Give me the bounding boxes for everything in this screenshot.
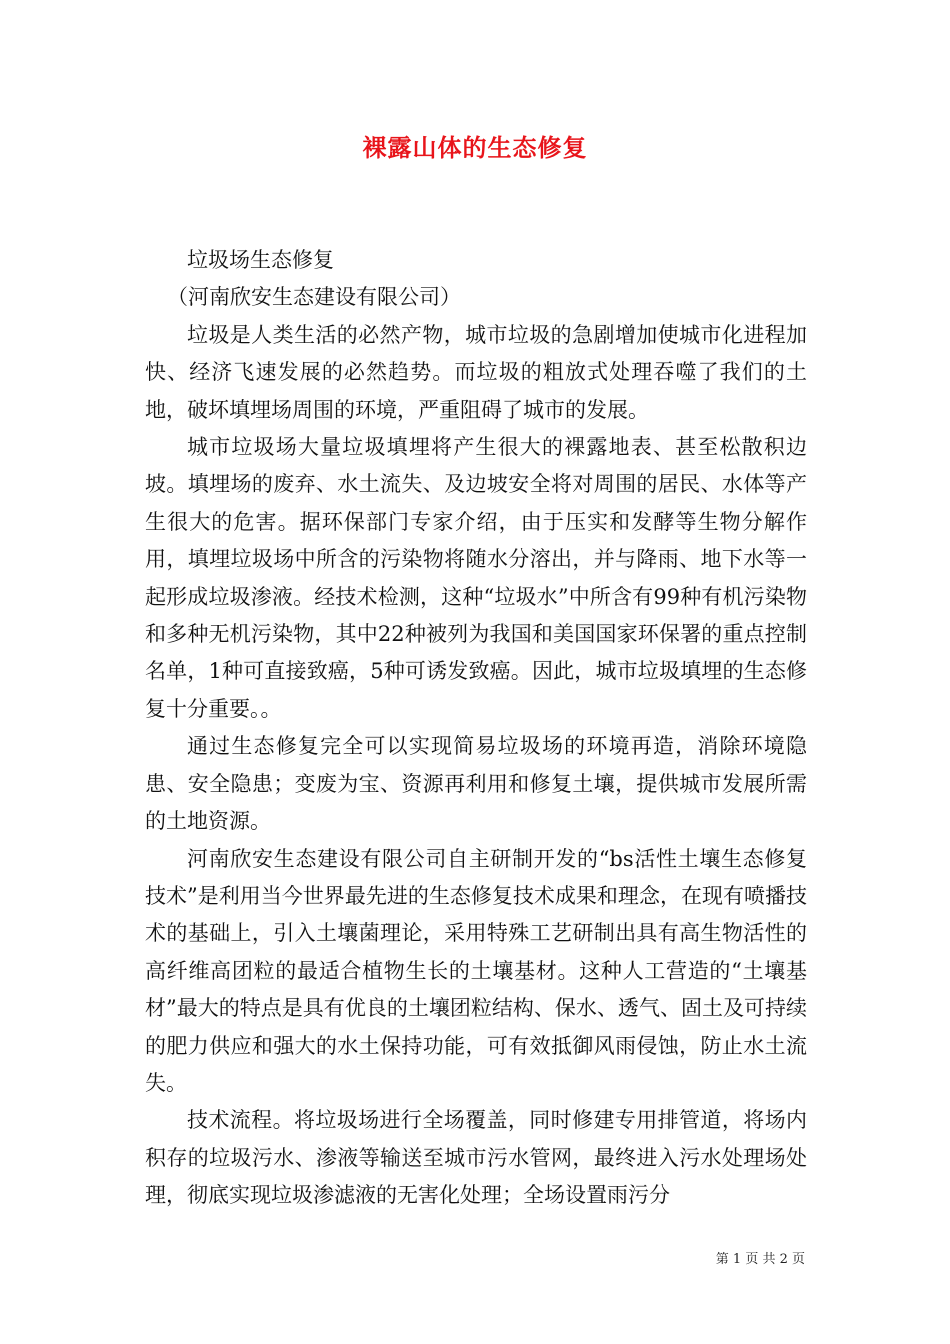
page-number: 第 1 页 共 2 页 <box>715 1252 805 1267</box>
section-subtitle: 垃圾场生态修复 <box>187 248 334 272</box>
paragraph: 通过生态修复完全可以实现简易垃圾场的环境再造，消除环境隐患、安全隐患；变废为宝、资源再利用和修复土壤，提供城市发展所需的土地资源。 <box>145 734 807 834</box>
paragraph: 技术流程。将垃圾场进行全场覆盖，同时修建专用排管道，将场内积存的垃圾污水、渗液等输送至城市污水管网，最终进入污水处理场处理，彻底实现垃圾渗滤液的无害化处理；全场设置雨污分 <box>145 1108 807 1208</box>
paragraph: 垃圾是人类生活的必然产物，城市垃圾的急剧增加使城市化进程加快、经济飞速发展的必然趋势。而垃圾的粗放式处理吞噬了我们的土地，破坏填埋场周围的环境，严重阻碍了城市的发展。 <box>145 322 807 422</box>
paragraph: 城市垃圾场大量垃圾填埋将产生很大的裸露地表、甚至松散积边坡。填埋场的废弃、水土流失、及边坡安全将对周围的居民、水体等产生很大的危害。据环保部门专家介绍，由于压实和发酵等生物分解作用，填埋垃圾场中所含的污染物将随水分溶出，并与降雨、地下水等一起形成垃圾渗液。经技术检测，这种“垃圾水”中所含有99种有机污染物和多种无机污染物，其中22种被列为我国和美国国家环保署的重点控制名单，1种可直接致癌，5种可诱发致癌。因此，城市垃圾填埋的生态修复十分重要。。 <box>145 435 807 721</box>
document-body <box>145 242 807 1215</box>
organization-name: （河南欣安生态建设有限公司） <box>167 285 462 310</box>
document-title: 裸露山体的生态修复 <box>362 133 588 162</box>
paragraph: 河南欣安生态建设有限公司自主研制开发的“bs活性土壤生态修复技术”是利用当今世界最先进的生态修复技术成果和理念，在现有喷播技术的基础上，引入土壤菌理论，采用特殊工艺研制出具有高生物活性的高纤维高团粒的最适合植物生长的土壤基材。这种人工营造的“土壤基材”最大的特点是具有优良的土壤团粒结构、保水、透气、固土及可持续的肥力供应和强大的水土保持功能，可有效抵御风雨侵蚀，防止水土流失。 <box>145 846 807 1095</box>
